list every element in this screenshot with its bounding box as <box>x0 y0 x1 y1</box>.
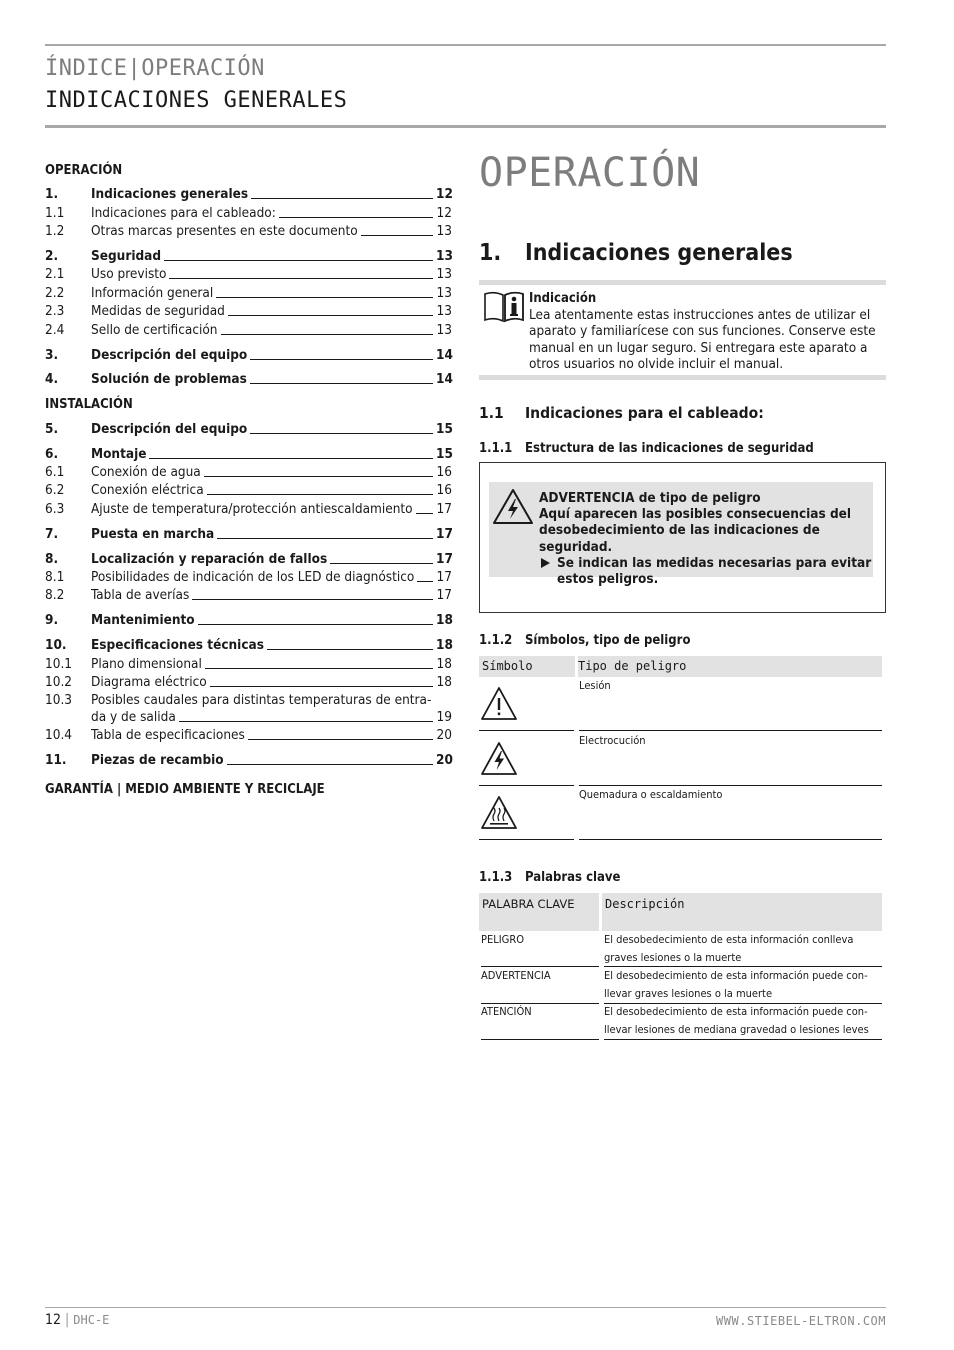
toc-entry[interactable]: 10.4 Tabla de especificaciones 20 <box>45 727 452 744</box>
toc-entry[interactable]: 8. Localización y reparación de fallos 17 <box>45 550 453 567</box>
footer-url[interactable]: WWW.STIEBEL-ELTRON.COM <box>716 1314 886 1328</box>
section-title: OPERACIÓN <box>479 150 701 196</box>
hot-surface-icon <box>480 795 518 831</box>
sub-subsection-heading: 1.1.2 Símbolos, tipo de peligro <box>479 633 691 648</box>
info-manual-icon <box>483 290 525 324</box>
keyword: PELIGRO <box>481 933 524 946</box>
keyword-description: graves lesiones o la muerte <box>604 951 742 964</box>
sub-subsection-heading: 1.1.1 Estructura de las indicaciones de seguridad <box>479 441 814 456</box>
subsection-heading: 1.1 Indicaciones para el cableado: <box>479 404 764 422</box>
header-top-rule <box>45 44 886 46</box>
symbol-description: Quemadura o escaldamiento <box>579 788 723 801</box>
toc-entry[interactable]: 4. Solución de problemas 14 <box>45 371 453 388</box>
toc-entry[interactable]: 6.2 Conexión eléctrica 16 <box>45 482 452 499</box>
keyword: ADVERTENCIA <box>481 969 551 982</box>
keyword-description: El desobedecimiento de esta información conlleva <box>604 933 854 946</box>
keyword-description: llevar graves lesiones o la muerte <box>604 987 773 1000</box>
sub-subsection-heading: 1.1.3 Palabras clave <box>479 870 621 885</box>
keywords-table-header-1: PALABRA CLAVE <box>479 893 599 931</box>
header-title-section: INDICACIONES GENERALES <box>45 88 348 113</box>
note-bottom-bar <box>479 375 886 380</box>
toc-entry[interactable]: 9. Mantenimiento 18 <box>45 612 453 629</box>
arrow-right-icon <box>541 558 550 568</box>
toc-entry[interactable]: 10. Especificaciones técnicas 18 <box>45 637 453 654</box>
warning-step: Se indican las medidas necesarias para evitar estos peligros. <box>539 555 873 587</box>
toc-entry[interactable]: 8.2 Tabla de averías 17 <box>45 587 452 604</box>
keywords-table-header-2: Descripción <box>602 893 882 931</box>
toc-entry[interactable]: 5. Descripción del equipo 15 <box>45 420 453 437</box>
row-rule <box>579 839 882 840</box>
footer-rule <box>45 1307 886 1308</box>
toc-section-garantia: GARANTÍA | MEDIO AMBIENTE Y RECICLAJE <box>45 782 325 798</box>
document-code: DHC-E <box>73 1313 110 1327</box>
keyword-description: llevar lesiones de mediana gravedad o lesiones leves <box>604 1023 869 1036</box>
toc-entry[interactable]: 10.1 Plano dimensional 18 <box>45 655 452 672</box>
note-top-bar <box>479 280 886 285</box>
keyword-description: El desobedecimiento de esta información puede con- <box>604 1005 868 1018</box>
electric-hazard-icon <box>492 488 534 526</box>
row-rule <box>604 1039 882 1040</box>
toc-entry[interactable]: 8.1 Posibilidades de indicación de los LED de diagnóstico 17 <box>45 569 452 586</box>
toc-entry[interactable]: 2.3 Medidas de seguridad 13 <box>45 303 452 320</box>
toc-entry[interactable]: 2. Seguridad 13 <box>45 248 453 265</box>
toc-entry[interactable]: 3. Descripción del equipo 14 <box>45 346 453 363</box>
footer-separator: | <box>65 1312 70 1328</box>
header-bottom-rule <box>45 125 886 128</box>
chapter-heading: 1. Indicaciones generales <box>479 240 793 266</box>
keyword: ATENCIÓN <box>481 1005 532 1018</box>
header-divider <box>575 656 578 677</box>
toc-entry[interactable]: 6. Montaje 15 <box>45 445 453 462</box>
footer-left <box>45 1312 109 1328</box>
toc-entry[interactable]: 1. Indicaciones generales 12 <box>45 186 453 203</box>
toc-entry[interactable]: 1.2 Otras marcas presentes en este documento 13 <box>45 223 452 240</box>
table-of-contents <box>45 160 452 801</box>
row-rule <box>479 839 574 840</box>
toc-entry[interactable]: 1.1 Indicaciones para el cableado: 12 <box>45 204 452 221</box>
toc-entry[interactable]: 10.3 Posibles caudales para distintas temperaturas de entra- da y de salida 19 <box>45 691 452 725</box>
row-rule <box>481 1039 599 1040</box>
toc-entry[interactable]: 2.4 Sello de certificación 13 <box>45 321 452 338</box>
row-rule <box>579 730 882 731</box>
toc-section-instalacion: INSTALACIÓN <box>45 397 133 413</box>
note-text: Lea atentamente estas instrucciones antes de utilizar el aparato y familiarícese con sus funciones. Conserve este manual en un lugar seguro. Si entregara este aparato a otros usuarios no olvide incluir el manual. <box>529 307 876 372</box>
toc-entry[interactable]: 7. Puesta en marcha 17 <box>45 525 453 542</box>
toc-section-operacion: OPERACIÓN <box>45 163 123 178</box>
warning-text: ADVERTENCIA de tipo de peligro Aquí aparecen las posibles consecuencias del desobedecimiento de las indicaciones de seguridad. Se indican las medidas necesarias para evitar estos peligros. <box>539 490 872 588</box>
symbol-description: Electrocución <box>579 734 646 747</box>
note-title: Indicación <box>529 291 597 306</box>
keyword-description: El desobedecimiento de esta información puede con- <box>604 969 868 982</box>
page-number: 12 <box>45 1312 62 1328</box>
toc-entry[interactable]: 2.2 Información general 13 <box>45 284 452 301</box>
note-block <box>529 291 884 372</box>
toc-entry[interactable]: 10.2 Diagrama eléctrico 18 <box>45 673 452 690</box>
toc-entry[interactable]: 6.3 Ajuste de temperatura/protección antiescaldamiento 17 <box>45 500 452 517</box>
toc-entry[interactable]: 6.1 Conexión de agua 16 <box>45 464 452 481</box>
electrocution-icon <box>480 741 518 777</box>
symbols-table-header: Símbolo Tipo de peligro <box>479 656 882 677</box>
row-rule <box>479 785 574 786</box>
toc-entry[interactable]: 2.1 Uso previsto 13 <box>45 266 452 283</box>
header-title-index: ÍNDICE|OPERACIÓN <box>45 56 265 81</box>
injury-warning-icon <box>480 686 518 722</box>
toc-entry[interactable]: 11. Piezas de recambio 20 <box>45 752 453 769</box>
symbol-description: Lesión <box>579 679 611 692</box>
row-rule <box>479 730 574 731</box>
